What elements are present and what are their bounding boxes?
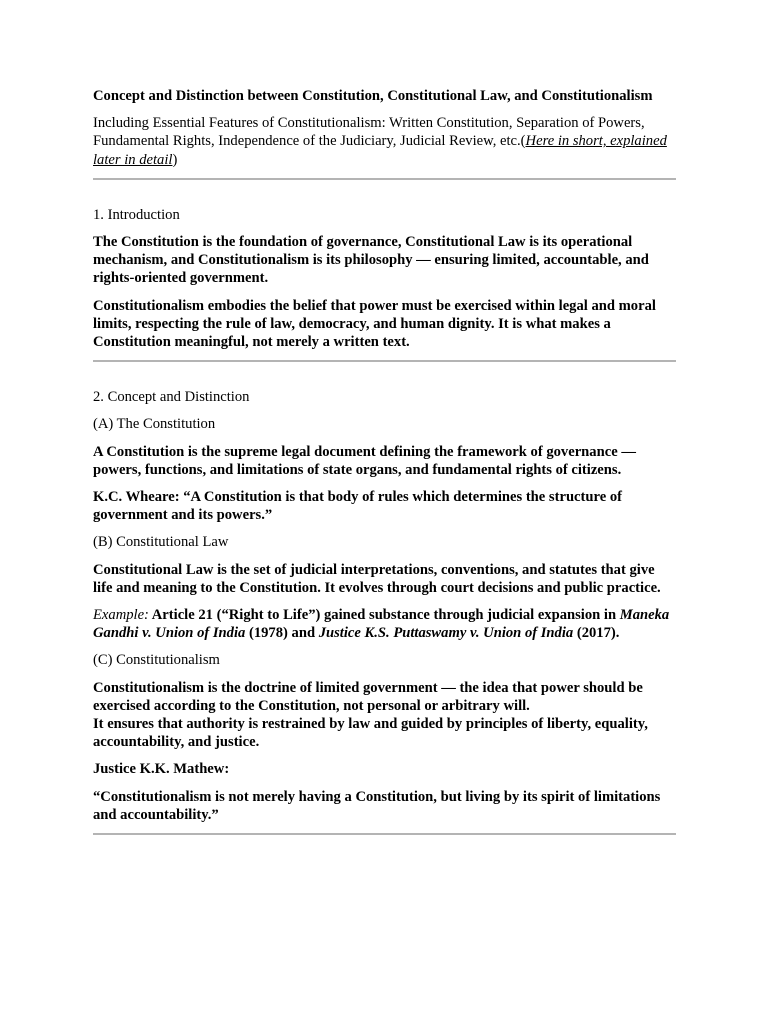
constitutionalism-definition [93,679,676,752]
constitutionalism-line-1: Constitutionalism is the doctrine of limited government — the idea that power should be exercised according to the Constitution, not personal or arbitrary will. [93,679,643,714]
constitutional-law-definition: Constitutional Law is the set of judicial interpretations, conventions, and statutes that give life and meaning to the Constitution. It evolves through court decisions and public practice. [93,561,661,596]
document-title: Concept and Distinction between Constitution, Constitutional Law, and Constitutionalism [93,88,653,104]
subheading-constitution: (A) The Constitution [93,416,216,433]
intro-paragraph-2: Constitutionalism embodies the belief that power must be exercised within legal and moral limits, respecting the rule of law, democracy, and human dignity. It is what makes a Constitution meaningful, not merely a written text. [93,297,656,351]
case-puttaswamy: Justice K.S. Puttaswamy v. Union of India [318,625,574,642]
mathew-attribution: Justice K.K. Mathew: [93,761,230,778]
subheading-constitutional-law: (B) Constitutional Law [93,534,229,551]
section-divider [93,833,676,835]
document-body [93,87,676,835]
section-heading-introduction: 1. Introduction [93,206,180,223]
example-text-1: Article 21 (“Right to Life”) gained substance through judicial expansion in [148,607,620,624]
section-heading-concept: 2. Concept and Distinction [93,389,250,406]
example-text-3: (2017). [573,625,620,642]
example-paragraph [93,606,676,642]
example-label: Example: [93,607,149,624]
detail-link[interactable]: Here in short, explained later in detail [93,133,667,168]
subtitle-close: ) [172,151,178,168]
constitution-definition: A Constitution is the supreme legal document defining the framework of governance — powers, functions, and limitations of state organs, and fundamental rights of citizens. [93,443,636,478]
subheading-constitutionalism: (C) Constitutionalism [93,652,220,669]
document-subtitle [93,114,676,169]
wheare-quote: K.C. Wheare: “A Constitution is that body of rules which determines the structure of government and its powers.” [93,489,623,524]
mathew-quote: “Constitutionalism is not merely having a Constitution, but living by its spirit of limitations and accountability.” [93,788,661,823]
case-maneka-gandhi: Maneka Gandhi v. Union of India [93,607,670,642]
intro-paragraph-1: The Constitution is the foundation of governance, Constitutional Law is its operational mechanism, and Constitutionalism is its philosophy — ensuring limited, accountable, and rights-oriented government. [93,234,649,287]
example-text-2: (1978) and [245,625,319,642]
constitutionalism-line-2: It ensures that authority is restrained by law and guided by principles of liberty, equality, accountability, and justice. [93,716,648,751]
subtitle-text: Including Essential Features of Constitutionalism: Written Constitution, Separation of Powers, Fundamental Rights, Independence of the Judiciary, Judicial Review, etc.( [93,115,645,150]
